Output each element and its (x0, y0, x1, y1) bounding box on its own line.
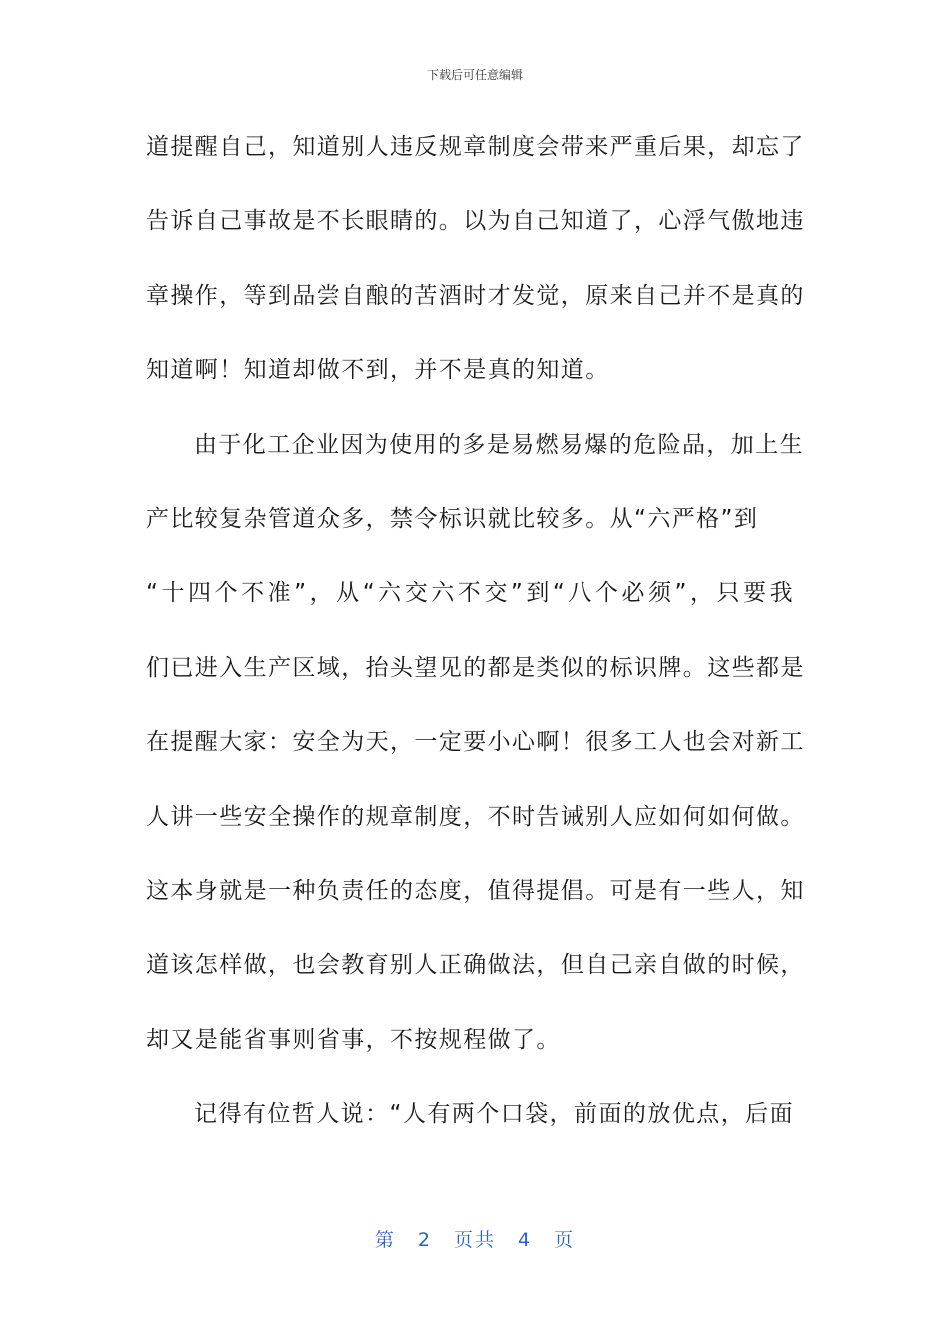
text-line: 道提醒自己，知道别人违反规章制度会带来严重后果，却忘了 (146, 134, 805, 160)
current-page-number: 2 (417, 1229, 432, 1251)
footer-middle: 页共 (453, 1229, 496, 1251)
page-footer (0, 1225, 950, 1252)
page-header-note: 下载后可任意编辑 (426, 68, 523, 82)
total-page-number: 4 (518, 1229, 533, 1251)
text-line: 告诉自己事故是不长眼睛的。以为自己知道了，心浮气傲地违 (146, 208, 805, 235)
text-line: 们已进入生产区域，抬头望见的都是类似的标识牌。这些都是 (146, 654, 805, 681)
text-line: 这本身就是一种负责任的态度，值得提倡。可是有一些人，知 (146, 877, 805, 904)
text-line: 在提醒大家：安全为天，一定要小心啊！很多工人也会对新工 (146, 729, 805, 756)
document-body (146, 121, 805, 1162)
text-line: “十四个不准”，从“六交六不交”到“八个必须”，只要我 (146, 580, 794, 607)
text-line: 记得有位哲人说：“人有两个口袋，前面的放优点，后面 (194, 1101, 794, 1128)
text-line: 道该怎样做，也会教育别人正确做法，但自己亲自做的时候， (146, 952, 805, 979)
footer-prefix: 第 (374, 1229, 396, 1251)
text-line: 产比较复杂管道众多，禁令标识就比较多。从“六严格”到 (146, 505, 759, 532)
text-line: 知道啊！知道却做不到，并不是真的知道。 (146, 357, 610, 384)
footer-suffix: 页 (554, 1229, 576, 1251)
text-line: 人讲一些安全操作的规章制度，不时告诫别人应如何如何做。 (146, 803, 805, 830)
text-line: 章操作，等到品尝自酿的苦酒时才发觉，原来自己并不是真的 (146, 282, 805, 309)
text-line: 却又是能省事则省事，不按规程做了。 (146, 1026, 561, 1053)
text-line: 由于化工企业因为使用的多是易燃易爆的危险品，加上生 (194, 431, 804, 458)
